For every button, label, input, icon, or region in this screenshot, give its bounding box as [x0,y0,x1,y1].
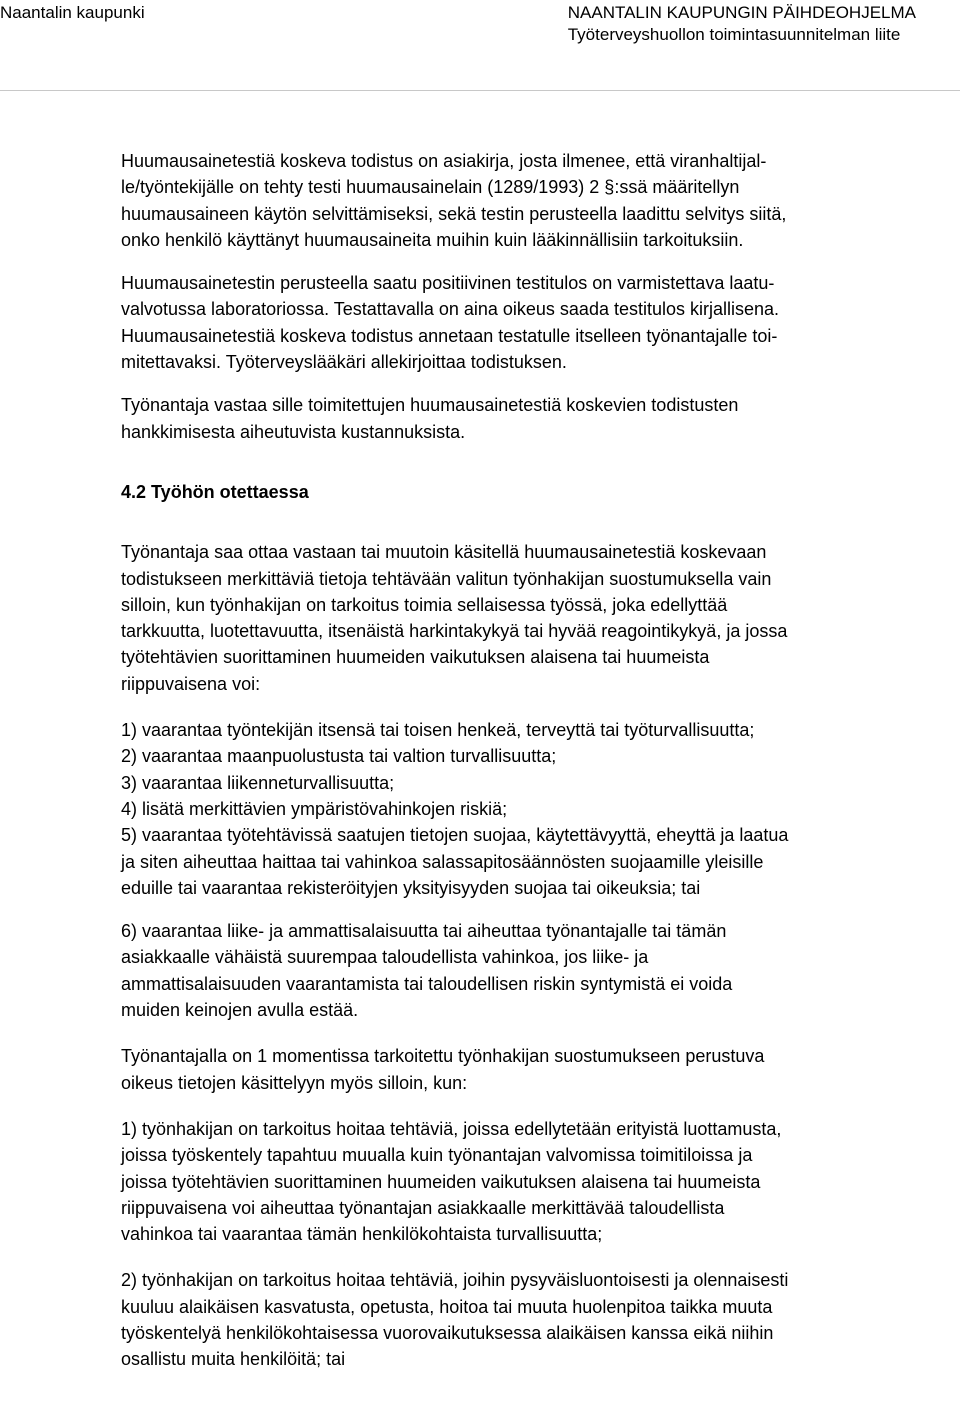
text-line: todistukseen merkittäviä tietoja tehtävään valitun työnhakijan suostumuksella vain [121,568,772,589]
text-line: silloin, kun työnhakijan on tarkoitus toimia sellaisessa työssä, joka edellyttää [121,594,728,615]
list-item: 1) vaarantaa työntekijän itsensä tai toisen henkeä, terveyttä tai työturvallisuutta; [121,720,755,741]
text-line: eduille tai vaarantaa rekisteröityjen yksityisyyden suojaa tai oikeuksia; tai [121,877,701,898]
list-item: 2) vaarantaa maanpuolustusta tai valtion turvallisuutta; [121,746,557,767]
paragraph-additional-rights [121,1043,960,1096]
section-heading: 4.2 Työhön otettaessa [121,481,309,502]
text-line: valvotussa laboratoriossa. Testattavalla on aina oikeus saada testitulos kirjallisena. [121,299,780,320]
text-line: riippuvaisena voi aiheuttaa työnantajan asiakkaalle merkittävää taloudellista [121,1197,725,1218]
text-line: Työnantajalla on 1 momentissa tarkoitettu työnhakijan suostumukseen perustuva [121,1046,765,1067]
list-item: 6) vaarantaa liike- ja ammattisalaisuutta tai aiheuttaa työnantajalle tai tämän [121,921,727,942]
header-divider [0,90,960,91]
text-line: työskentelyä henkilökohtaisessa vuorovaikutuksessa alaikäisen kanssa eikä niihin [121,1322,774,1343]
document-header [568,2,916,46]
text-line: oikeus tietojen käsittelyyn myös silloin, kun: [121,1072,468,1093]
text-line: mitettavaksi. Työterveyslääkäri allekirjoittaa todistuksen. [121,352,567,373]
list-item: 4) lisätä merkittävien ympäristövahinkojen riskiä; [121,798,508,819]
text-line: muiden keinojen avulla estää. [121,1000,359,1021]
text-line: työtehtävien suorittaminen huumeiden vaikutuksen alaisena tai huumeista [121,647,710,668]
text-line: huumausaineen käytön selvittämiseksi, sekä testin perusteella laadittu selvitys siitä, [121,203,787,224]
text-line: joissa työskentely tapahtuu muualla kuin työnantajan valvomissa toimitiloissa ja [121,1145,753,1166]
text-line: onko henkilö käyttänyt huumausaineita muihin kuin lääkinnällisiin tarkoituksiin. [121,229,744,250]
text-line: riippuvaisena voi: [121,673,261,694]
list-item-6 [121,918,960,1023]
text-line: Työnantaja vastaa sille toimitettujen huumausainetestiä koskevien todistusten [121,395,739,416]
program-title: NAANTALIN KAUPUNGIN PÄIHDEOHJELMA [567,3,916,22]
list-item: 2) työnhakijan on tarkoitus hoitaa tehtäviä, joihin pysyväisluontoisesti ja olennaisesti [121,1270,789,1291]
document-body [121,148,960,1373]
text-line: Työnantaja saa ottaa vastaan tai muutoin käsitellä huumausainetestiä koskevaan [121,542,767,563]
text-line: vahinkoa tai vaarantaa tämän henkilökohtaista turvallisuutta; [121,1224,603,1245]
text-line: hankkimisesta aiheutuvista kustannuksista. [121,421,466,442]
text-line: Huumausainetestin perusteella saatu positiivinen testitulos on varmistettava laatu- [121,273,775,294]
list-item: 3) vaarantaa liikenneturvallisuutta; [121,772,395,793]
text-line: Huumausainetestiä koskeva todistus annetaan testatulle itselleen työnantajalle toi- [121,325,778,346]
text-line: asiakkaalle vähäistä suurempaa taloudellista vahinkoa, jos liike- ja [121,947,649,968]
text-line: kuuluu alaikäisen kasvatusta, opetusta, hoitoa tai muuta huolenpitoa taikka muuta [121,1296,773,1317]
paragraph-verification [121,270,960,375]
paragraph-definition [121,148,960,253]
list-item: 5) vaarantaa työtehtävissä saatujen tietojen suojaa, käytettävyyttä, eheyttä ja laatua [121,825,789,846]
list-rights-item-1 [121,1116,960,1247]
list-conditions [121,717,960,901]
paragraph-hiring-conditions [121,539,960,697]
text-line: joissa työtehtävien suorittaminen huumeiden vaikutuksen alaisena tai huumeista [121,1171,761,1192]
text-line: tarkkuutta, luotettavuutta, itsenäistä harkintakykyä tai hyvää reagointikykyä, ja jossa [121,621,788,642]
municipality-name: Naantalin kaupunki [0,3,145,22]
document-subtitle: Työterveyshuollon toimintasuunnitelman liite [567,25,901,44]
text-line: ja siten aiheuttaa haittaa tai vahinkoa salassapitosäännösten suojaamille yleisille [121,851,764,872]
text-line: Huumausainetestiä koskeva todistus on asiakirja, josta ilmenee, että viranhaltijal- [121,151,767,171]
text-line: osallistu muita henkilöitä; tai [121,1349,346,1370]
text-line: ammattisalaisuuden vaarantamista tai taloudellisen riskin syntymistä ei voida [121,973,733,994]
paragraph-costs [121,392,960,445]
list-item: 1) työnhakijan on tarkoitus hoitaa tehtäviä, joissa edellytetään erityistä luottamusta, [121,1118,782,1139]
list-rights-item-2 [121,1267,960,1372]
text-line: le/työntekijälle on tehty testi huumausainelain (1289/1993) 2 §:ssä määritellyn [121,177,740,198]
